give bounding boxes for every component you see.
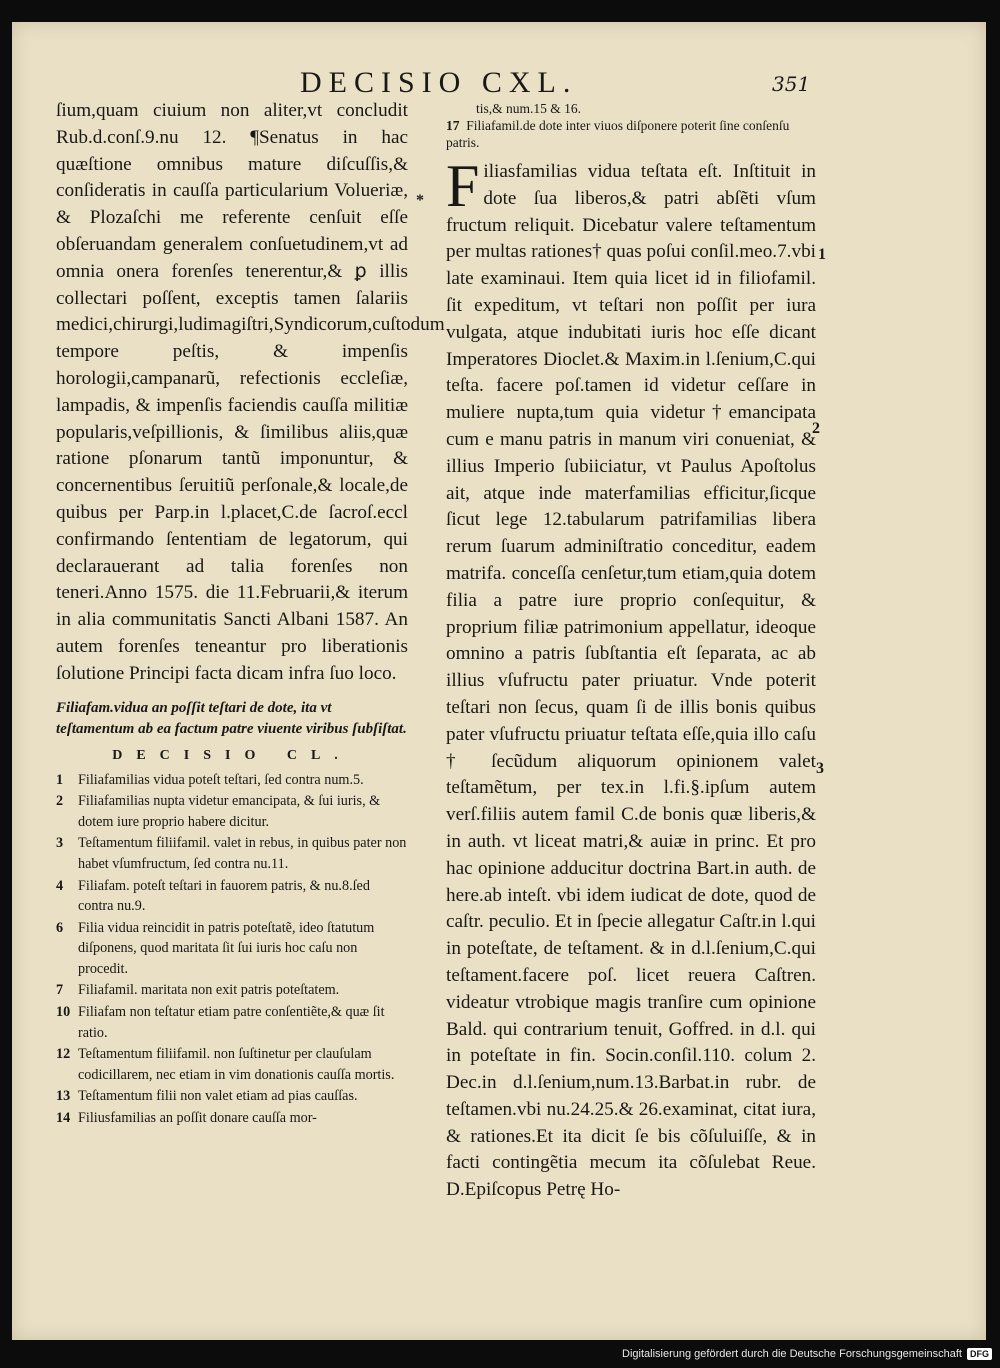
index-item: 7 Filiafamil. maritata non exit patris poteſtatem.: [56, 982, 340, 999]
right-column: [446, 100, 816, 1204]
margin-note-2: 2: [812, 420, 820, 437]
running-head: DECISIO CXL.: [300, 66, 578, 99]
decision-body: [446, 153, 816, 1204]
left-body-text: ſium,quam ciuium non aliter,vt concludit Rub.d.conſ.9.nu 12. ¶Senatus in hac quæſtione omnibus mature diſcuſſis,& conſideratis in cauſſa particularium Volueriæ, & Plozaſchi me referente cenſuit eſſe obſeruandam generalem conſuetudinem,vt ad omnia onera forenſes tenerentur,& ꝑ illis collectari poſſent, exceptis tamen ſalariis medici,chirurgi,ludimagiſtri,Syndicorum,cuſtodum tempore peſtis, & impenſis horologii,campanarũ, refectionis eccleſiæ, lampadis, & impenſis faciendis cauſſa militiæ popularis,veſpillionis, & ſimilibus aliis,quæ ratione pſonarum tantũ imponuntur, & concernentibus ſeruitiũ perſonale,& locale,de quibus per Parp.in l.placet,C.de ſacroſ.eccl confirmando ſententiam de legatorum, qui declarauerant ad talia forenſes non teneri.Anno 1575. die 11.Februarii,& iterum in alia communitatis Sancti Albani 1587. An autem forenſes teneantur pro liberationis ſolutione Principi facta dicam infra ſuo loco.: [56, 100, 445, 684]
drop-cap: F: [446, 153, 480, 219]
decision-title: DECISIO CL.: [112, 747, 352, 763]
right-body-text: iliasfamilias vidua teſtata eſt. Inſtituit in dote ſua liberos,& patri abſẽti vſum fructum reliquit. Dicebatur valere teſtamentum per multas rationes† quas poſui conſil.meo.7.vbi late examinaui. Item quia licet id in filiofamil. ſit expeditum, vt teſtari non poſſit per iura vulgata, atque indubitati iuris hoc eſſe dicant Imperatores Dioclet.& Maxim.in l.ſenium,C.qui teſta. facere poſ.tamen id videtur ceſſare in muliere nupta,tum quia videtur†emancipata cum e manu patris in manum viri conueniat, & illius Imperio ſubiiciatur, vt Paulus Apoſtolus ait, atque inde materfamilias efficitur,ſicque ſicut lege 12.tabularum patrifamilias libera rerum ſuarum adminiſtratio conceditur, eadem matrifa. conceſſa cenſetur,tum etiam,quia dotem filia a patre iure proprio conſequitur, & proprium filiæ patrimonium appellatur, ideoque omnino a patris ſubſtantia eſt ſeparata, ac ab illius vſufructu pater priuatur. Vnde poterit teſtari non ſecus, quam ſi de illis bonis quibus pater vſufructu priuatur teſtata eſſe,quia illo caſu † ſecũdum aliquorum opinionem valet teſtamẽtum, per tex.in l.fi.§.ipſum autem verſ.filiis autem famil C.de bonis quæ liberis,& in auth. vt liceat matri,& auiæ in princ. Et pro hac opinione adducitur doctrina Bart.in auth. de here.ab inteſt. vbi idem iudicat de dote, quod de caſtr. peculio. Et in ſpecie allegatur Caſtr.in l.qui in poteſtate, de teſtament. & in d.l.ſenium,C.qui teſtament.facere poſ. licet reuera Caſtren. videatur vtrobique magis tranſire cum opinione Bald. qui contrarium tenuit, Goffred. in d.l. qui in poteſtate in fin. Socin.conſil.110. colum 2. Dec.in d.l.ſenium,num.13.Barbat.in rubr. de teſtamen.vbi nu.24.25.& 26.examinat, citat iura, & rationes.Et ita dicit ſe bis cõſuluiſſe, & in facti contingẽtia mecum ita cõſulebat Reue. D.Epiſcopus Petrę Ho-: [446, 161, 816, 1201]
left-column: [56, 98, 445, 1130]
index-item: 12 Teſtamentum filiifamil. non ſuſtinetur per clauſulam codicillarem, nec etiam in vim donationis cauſſa mortis.: [56, 1046, 395, 1083]
index-continuation: tis,& num.15 & 16.: [476, 101, 582, 116]
index-item: 2 Filiafamilias nupta videtur emancipata, & ſui iuris, & dotem iure proprio habere dicitur.: [56, 793, 381, 830]
page-number: 351: [772, 72, 811, 96]
margin-note-1: 1: [818, 246, 826, 263]
index-item: 3 Teſtamentum filiifamil. valet in rebus, in quibus pater non habet vſumfructum, ſed contra nu.11.: [56, 835, 407, 872]
decision-summary: Filiafam.vidua an poſſit teſtari de dote, ita vt teſtamentum ab ea factum patre viuente viribus ſubſiſtat.: [56, 699, 407, 737]
index-item: 6 Filia vidua reincidit in patris poteſtatẽ, ideo ſtatutum diſponens, quod maritata ſit ſui iuris hoc caſu non procedit.: [56, 919, 375, 977]
index-item: 14 Filiusfamilias an poſſit donare cauſſa mor-: [56, 1110, 317, 1127]
margin-asterisk: *: [416, 192, 424, 209]
index-item: 10 Filiafam non teſtatur etiam patre conſentiẽte,& quæ ſit ratio.: [56, 1004, 385, 1041]
digitization-footer: [622, 1348, 992, 1360]
index-item: 1 Filiafamilias vidua poteſt teſtari, ſed contra num.5.: [56, 771, 364, 788]
index-item: 4 Filiafam. poteſt teſtari in fauorem patris, & nu.8.ſed contra nu.9.: [56, 877, 370, 915]
footer-text: Digitalisierung gefördert durch die Deutsche Forschungsgemeinschaft: [622, 1348, 962, 1360]
index-item-17: 17 Filiafamil.de dote inter viuos diſponere poterit ſine conſenſu patris.: [446, 118, 790, 150]
margin-note-3: 3: [816, 760, 824, 777]
summary-index: [56, 770, 408, 1129]
index-item: 13 Teſtamentum filii non valet etiam ad pias cauſſas.: [56, 1088, 358, 1105]
dfg-logo: DFG: [967, 1348, 992, 1360]
